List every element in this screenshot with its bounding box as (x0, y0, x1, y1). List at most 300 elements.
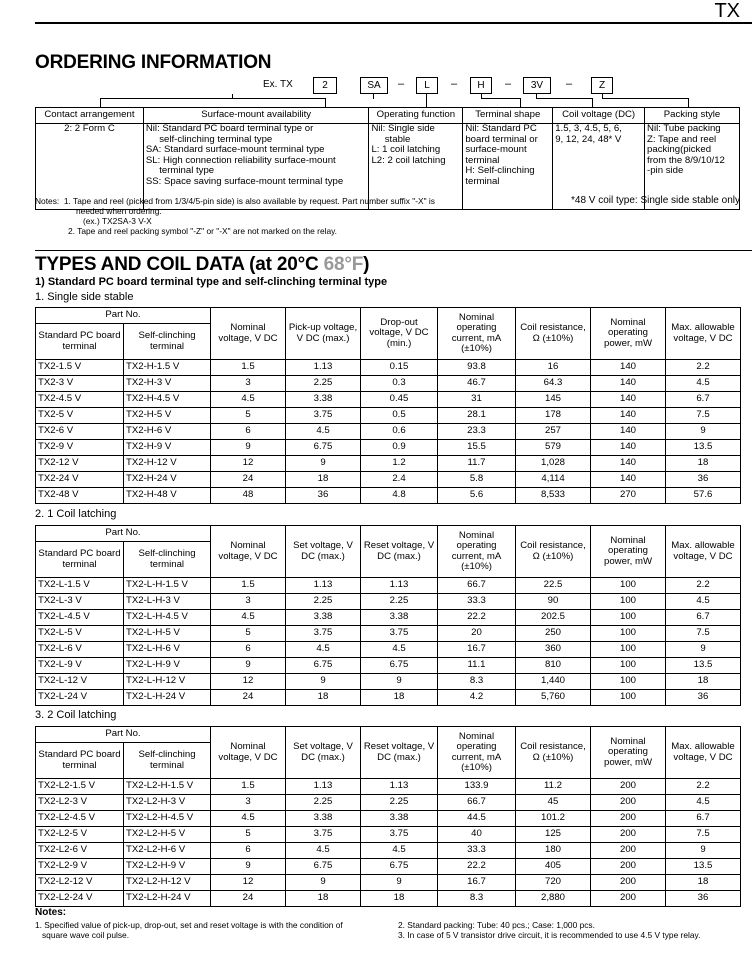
coil-data-table (35, 525, 741, 706)
table-row (36, 456, 741, 472)
cell-line: terminal (465, 175, 500, 187)
table-cell: 3 (211, 795, 286, 811)
table-cell: 101.2 (516, 811, 591, 827)
table-cell: 2.2 (666, 578, 741, 594)
ordering-header: Operating function (369, 108, 463, 124)
table-cell: 18 (286, 690, 361, 706)
coil-footnote: *48 V coil type: Single side stable only (571, 195, 740, 206)
table-cell: 11.1 (438, 658, 516, 674)
table-row (36, 392, 741, 408)
table-cell: 200 (591, 827, 666, 843)
table-cell: 12 (211, 456, 286, 472)
cell-line: -pin side (647, 165, 684, 176)
connector (232, 94, 374, 99)
table-cell: 200 (591, 811, 666, 827)
table-cell: 6 (211, 642, 286, 658)
table-cell: TX2-L2-1.5 V (36, 779, 124, 795)
column-header: Nominal operating power, mW (591, 727, 666, 779)
table-cell: 133.9 (438, 779, 516, 795)
table-cell: 46.7 (438, 376, 516, 392)
cell-line: Nil: Tube packing (647, 123, 721, 134)
table-cell: TX2-L2-H-4.5 V (124, 811, 211, 827)
table-cell: TX2-L-H-9 V (124, 658, 211, 674)
table-cell: 4.5 (361, 642, 438, 658)
cell-line: board terminal or (465, 133, 538, 145)
table-cell: TX2-L-24 V (36, 690, 124, 706)
table-cell: 9 (666, 642, 741, 658)
table-cell: 5 (211, 626, 286, 642)
table-cell: 9 (286, 875, 361, 891)
table-row (36, 811, 741, 827)
table-cell: 0.15 (361, 360, 438, 376)
table-cell: TX2-L-3 V (36, 594, 124, 610)
example-prefix: Ex. TX (263, 79, 293, 90)
table-cell: 40 (438, 827, 516, 843)
table-cell: 24 (211, 472, 286, 488)
section-rule (35, 250, 752, 251)
table-cell: 4.5 (211, 392, 286, 408)
table-cell: TX2-1.5 V (36, 360, 124, 376)
table-row (36, 578, 741, 594)
note-2-3 (398, 920, 700, 940)
table-cell: 140 (591, 456, 666, 472)
cell-line: 1.5, 3, 4.5, 5, 6, (555, 123, 622, 134)
table-cell: 140 (591, 440, 666, 456)
table-cell: TX2-L-H-5 V (124, 626, 211, 642)
dash: – (451, 78, 458, 90)
table-cell: 90 (516, 594, 591, 610)
table-cell: 9 (666, 424, 741, 440)
note-line: Notes: 1. Tape and reel (picked from 1/3/4/5-pin side) is also available by request. Part number suffix "-X" is (35, 196, 435, 206)
cell-line: terminal type (145, 165, 215, 176)
table-cell: TX2-L-H-12 V (124, 674, 211, 690)
table-cell: 1.13 (361, 779, 438, 795)
cell-line: self-clinching terminal type (145, 133, 273, 145)
table-cell: 250 (516, 626, 591, 642)
table-cell: 24 (211, 690, 286, 706)
note-line: 3. In case of 5 V transistor drive circuit, it is recommended to use 4.5 V type relay. (398, 930, 701, 940)
table-cell: TX2-L2-6 V (36, 843, 124, 859)
table-cell: 6.7 (666, 811, 741, 827)
table-cell: 3.75 (286, 827, 361, 843)
connector (481, 98, 521, 107)
table-cell: TX2-L2-4.5 V (36, 811, 124, 827)
table-row (36, 690, 741, 706)
table-cell: 4,114 (516, 472, 591, 488)
table-cell: 140 (591, 376, 666, 392)
product-name: TX (714, 0, 740, 22)
table-cell: 3.38 (286, 811, 361, 827)
table-cell: 36 (666, 472, 741, 488)
table-row (36, 376, 741, 392)
table-cell: 6 (211, 424, 286, 440)
table-cell: 4.5 (361, 843, 438, 859)
note-line: 2. Standard packing: Tube: 40 pcs.; Case: 1,000 pcs. (398, 920, 595, 930)
table-cell: 2.25 (286, 376, 361, 392)
table-cell: 360 (516, 642, 591, 658)
table-row (36, 610, 741, 626)
table-cell: TX2-L2-5 V (36, 827, 124, 843)
table-row (36, 674, 741, 690)
table-cell: 1.13 (286, 779, 361, 795)
table-cell: 6.75 (286, 658, 361, 674)
table-cell: TX2-L-H-4.5 V (124, 610, 211, 626)
table-cell: 11.7 (438, 456, 516, 472)
table-cell: TX2-L-4.5 V (36, 610, 124, 626)
dash: – (398, 78, 405, 90)
table-cell: 5 (211, 408, 286, 424)
column-header: Max. allowable voltage, V DC (666, 308, 741, 360)
table-cell: 4.8 (361, 488, 438, 504)
column-header: Nominal operating power, mW (591, 308, 666, 360)
table-cell: 140 (591, 392, 666, 408)
table-cell: 33.3 (438, 594, 516, 610)
table-cell: TX2-L-H-24 V (124, 690, 211, 706)
table-row (36, 658, 741, 674)
table-cell: 4.5 (666, 594, 741, 610)
part-box-contact: 2 (313, 77, 337, 94)
part-no-header: Part No. (36, 308, 211, 324)
table-cell: 6 (211, 843, 286, 859)
table-label: 1. Single side stable (35, 291, 134, 303)
table-row (36, 488, 741, 504)
table-row (36, 642, 741, 658)
table-cell: 100 (591, 642, 666, 658)
column-header: Nominal voltage, V DC (211, 308, 286, 360)
table-cell: 16.7 (438, 875, 516, 891)
table-cell: TX2-H-48 V (124, 488, 211, 504)
table-cell: TX2-4.5 V (36, 392, 124, 408)
table-cell: 7.5 (666, 827, 741, 843)
table-cell: 6.7 (666, 610, 741, 626)
table-cell: 18 (286, 472, 361, 488)
table-cell: 48 (211, 488, 286, 504)
table-cell: 145 (516, 392, 591, 408)
table-cell: 4.5 (666, 376, 741, 392)
table-cell: 4.5 (211, 610, 286, 626)
table-cell: 270 (591, 488, 666, 504)
table-cell: 6.7 (666, 392, 741, 408)
notes-title: Notes: (35, 907, 67, 918)
table-cell: 2.25 (361, 795, 438, 811)
cell-line: L2: 2 coil latching (371, 154, 446, 166)
table-cell: 23.3 (438, 424, 516, 440)
types-subtitle: 1) Standard PC board terminal type and self-clinching terminal type (35, 276, 388, 288)
table-cell: 3 (211, 376, 286, 392)
column-header: Nominal operating current, mA (±10%) (438, 308, 516, 360)
table-cell: TX2-L2-H-24 V (124, 891, 211, 907)
dash: – (566, 78, 573, 90)
table-cell: 9 (361, 674, 438, 690)
table-cell: TX2-L2-H-12 V (124, 875, 211, 891)
table-row (36, 875, 741, 891)
table-cell: 5 (211, 827, 286, 843)
table-cell: 1.2 (361, 456, 438, 472)
cell-line: 2: 2 Form C (64, 123, 115, 134)
table-cell: 8.3 (438, 891, 516, 907)
coil-data-table (35, 307, 741, 504)
table-cell: 7.5 (666, 408, 741, 424)
cell-line: Nil: Standard PC (465, 123, 537, 134)
column-header: Set voltage, V DC (max.) (286, 526, 361, 578)
table-cell: 180 (516, 843, 591, 859)
table-cell: 140 (591, 408, 666, 424)
coil-data-table (35, 726, 741, 907)
title-end: ) (363, 254, 370, 275)
table-cell: 28.1 (438, 408, 516, 424)
table-cell: 0.9 (361, 440, 438, 456)
part-box-terminal: H (470, 77, 492, 94)
table-cell: TX2-H-9 V (124, 440, 211, 456)
table-cell: 720 (516, 875, 591, 891)
note-line: square wave coil pulse. (35, 930, 130, 940)
table-cell: 5,760 (516, 690, 591, 706)
table-cell: 18 (666, 875, 741, 891)
table-cell: TX2-H-6 V (124, 424, 211, 440)
table-cell: 6.75 (361, 859, 438, 875)
part-box-surface: SA (360, 77, 388, 94)
table-cell: 22.5 (516, 578, 591, 594)
table-cell: 18 (361, 891, 438, 907)
table-label: 3. 2 Coil latching (35, 709, 117, 721)
table-cell: 2.25 (286, 594, 361, 610)
table-cell: 257 (516, 424, 591, 440)
table-cell: 4.5 (211, 811, 286, 827)
column-header: Nominal operating current, mA (±10%) (438, 526, 516, 578)
table-cell: 9 (211, 440, 286, 456)
cell-line: SL: High connection reliability surface-mount (145, 154, 336, 166)
table-cell: 405 (516, 859, 591, 875)
table-cell: 1.13 (361, 578, 438, 594)
table-cell: 100 (591, 578, 666, 594)
table-cell: 9 (211, 859, 286, 875)
connector (536, 98, 593, 107)
table-cell: 1.13 (286, 578, 361, 594)
cell-line: surface-mount (465, 144, 527, 155)
table-cell: 22.2 (438, 610, 516, 626)
table-cell: 36 (666, 891, 741, 907)
table-cell: TX2-L-1.5 V (36, 578, 124, 594)
table-row (36, 594, 741, 610)
cell-line: L: 1 coil latching (371, 144, 441, 155)
table-cell: 13.5 (666, 440, 741, 456)
table-cell: 100 (591, 610, 666, 626)
table-cell: TX2-L2-H-5 V (124, 827, 211, 843)
table-cell: TX2-L-12 V (36, 674, 124, 690)
cell-line: terminal (465, 154, 500, 166)
column-header: Coil resistance, Ω (±10%) (516, 526, 591, 578)
part-box-packing: Z (591, 77, 613, 94)
table-cell: 33.3 (438, 843, 516, 859)
table-row (36, 626, 741, 642)
table-cell: 1.5 (211, 779, 286, 795)
note-line: 2. Tape and reel packing symbol "-Z" or "-X" are not marked on the relay. (68, 226, 338, 236)
table-cell: 2.25 (361, 594, 438, 610)
header-rule (35, 22, 752, 24)
table-cell: 3.75 (361, 827, 438, 843)
ordering-header: Terminal shape (463, 108, 553, 124)
cell-line: packing(picked (647, 144, 712, 155)
table-cell: 12 (211, 674, 286, 690)
table-cell: 36 (666, 690, 741, 706)
table-cell: 57.6 (666, 488, 741, 504)
column-header: Coil resistance, Ω (±10%) (516, 727, 591, 779)
table-cell: 1.13 (286, 360, 361, 376)
table-cell: 1.5 (211, 578, 286, 594)
table-label: 2. 1 Coil latching (35, 508, 117, 520)
table-cell: TX2-L2-H-3 V (124, 795, 211, 811)
table-cell: 810 (516, 658, 591, 674)
title-fahrenheit: 68°F (323, 254, 364, 275)
part-box-voltage: 3V (523, 77, 551, 94)
ordering-header: Contact arrangement (36, 108, 144, 124)
table-cell: TX2-12 V (36, 456, 124, 472)
table-row (36, 795, 741, 811)
table-cell: 2,880 (516, 891, 591, 907)
part-box-function: L (416, 77, 438, 94)
table-row (36, 891, 741, 907)
table-cell: 2.2 (666, 779, 741, 795)
table-cell: 178 (516, 408, 591, 424)
table-cell: 4.5 (286, 642, 361, 658)
table-cell: 20 (438, 626, 516, 642)
table-cell: 36 (286, 488, 361, 504)
column-header: Coil resistance, Ω (±10%) (516, 308, 591, 360)
connector (426, 94, 427, 107)
table-cell: 5.8 (438, 472, 516, 488)
table-cell: 6.75 (286, 440, 361, 456)
column-header: Max. allowable voltage, V DC (666, 727, 741, 779)
table-cell: 22.2 (438, 859, 516, 875)
column-header: Self-clinching terminal (124, 324, 211, 360)
table-cell: 100 (591, 674, 666, 690)
table-cell: 100 (591, 626, 666, 642)
table-cell: TX2-L2-12 V (36, 875, 124, 891)
table-cell: TX2-H-4.5 V (124, 392, 211, 408)
table-cell: TX2-L-6 V (36, 642, 124, 658)
table-cell: 202.5 (516, 610, 591, 626)
note-1 (35, 920, 343, 940)
note-line: (ex.) TX2SA-3 V-X (76, 216, 152, 226)
table-cell: 3.38 (286, 610, 361, 626)
table-cell: TX2-L-H-1.5 V (124, 578, 211, 594)
table-cell: 2.2 (666, 360, 741, 376)
table-row (36, 843, 741, 859)
table-cell: 2.25 (286, 795, 361, 811)
table-cell: 9 (286, 456, 361, 472)
table-cell: TX2-H-1.5 V (124, 360, 211, 376)
table-cell: TX2-L-5 V (36, 626, 124, 642)
table-cell: 16.7 (438, 642, 516, 658)
column-header: Pick-up voltage, V DC (max.) (286, 308, 361, 360)
table-cell: 8.3 (438, 674, 516, 690)
column-header: Standard PC board terminal (36, 324, 124, 360)
table-cell: TX2-6 V (36, 424, 124, 440)
table-cell: 4.2 (438, 690, 516, 706)
table-cell: TX2-L2-H-9 V (124, 859, 211, 875)
types-title (35, 254, 369, 276)
dash: – (505, 78, 512, 90)
table-cell: 44.5 (438, 811, 516, 827)
table-cell: 13.5 (666, 658, 741, 674)
part-no-header: Part No. (36, 526, 211, 542)
table-cell: 66.7 (438, 795, 516, 811)
table-cell: 31 (438, 392, 516, 408)
ordering-header: Coil voltage (DC) (553, 108, 645, 124)
table-cell: 0.45 (361, 392, 438, 408)
table-cell: 64.3 (516, 376, 591, 392)
cell-line: SA: Standard surface-mount terminal type (145, 144, 325, 155)
table-cell: TX2-L2-3 V (36, 795, 124, 811)
table-cell: 579 (516, 440, 591, 456)
table-cell: 140 (591, 472, 666, 488)
cell-line: Nil: Single side (371, 123, 435, 134)
ordering-title: ORDERING INFORMATION (35, 52, 272, 73)
column-header: Max. allowable voltage, V DC (666, 526, 741, 578)
table-cell: 100 (591, 594, 666, 610)
table-cell: 13.5 (666, 859, 741, 875)
table-cell: 24 (211, 891, 286, 907)
column-header: Nominal voltage, V DC (211, 727, 286, 779)
table-cell: TX2-L2-H-6 V (124, 843, 211, 859)
table-cell: TX2-24 V (36, 472, 124, 488)
table-cell: 200 (591, 795, 666, 811)
table-cell: TX2-H-5 V (124, 408, 211, 424)
table-cell: 12 (211, 875, 286, 891)
column-header: Nominal operating current, mA (±10%) (438, 727, 516, 779)
cell-line: H: Self-clinching (465, 165, 535, 176)
cell-line: Nil: Standard PC board terminal type or (145, 123, 314, 134)
table-cell: 18 (666, 674, 741, 690)
table-cell: 200 (591, 859, 666, 875)
table-cell: 66.7 (438, 578, 516, 594)
table-cell: TX2-48 V (36, 488, 124, 504)
table-cell: 100 (591, 658, 666, 674)
table-row (36, 360, 741, 376)
table-cell: 3.38 (286, 392, 361, 408)
table-cell: 18 (286, 891, 361, 907)
note-line: 1. Specified value of pick-up, drop-out, set and reset voltage is with the condition of (35, 920, 343, 930)
part-no-header: Part No. (36, 727, 211, 743)
table-cell: TX2-L2-H-1.5 V (124, 779, 211, 795)
cell-line: SS: Space saving surface-mount terminal type (145, 175, 344, 187)
table-cell: 200 (591, 891, 666, 907)
cell-line: Z: Tape and reel (647, 133, 717, 145)
table-cell: 18 (666, 456, 741, 472)
column-header: Standard PC board terminal (36, 743, 124, 779)
column-header: Self-clinching terminal (124, 542, 211, 578)
table-cell: 7.5 (666, 626, 741, 642)
ordering-header: Packing style (645, 108, 740, 124)
table-cell: 18 (361, 690, 438, 706)
table-cell: 140 (591, 360, 666, 376)
table-row (36, 440, 741, 456)
table-cell: 8,533 (516, 488, 591, 504)
table-cell: 1,028 (516, 456, 591, 472)
table-cell: 3.75 (286, 626, 361, 642)
table-cell: TX2-9 V (36, 440, 124, 456)
column-header: Nominal voltage, V DC (211, 526, 286, 578)
table-cell: 9 (666, 843, 741, 859)
table-cell: 4.5 (666, 795, 741, 811)
table-row (36, 859, 741, 875)
note-line: needed when ordering. (76, 206, 162, 216)
column-header: Reset voltage, V DC (max.) (361, 526, 438, 578)
table-cell: 6.75 (286, 859, 361, 875)
table-cell: 125 (516, 827, 591, 843)
table-cell: 100 (591, 690, 666, 706)
table-cell: 45 (516, 795, 591, 811)
